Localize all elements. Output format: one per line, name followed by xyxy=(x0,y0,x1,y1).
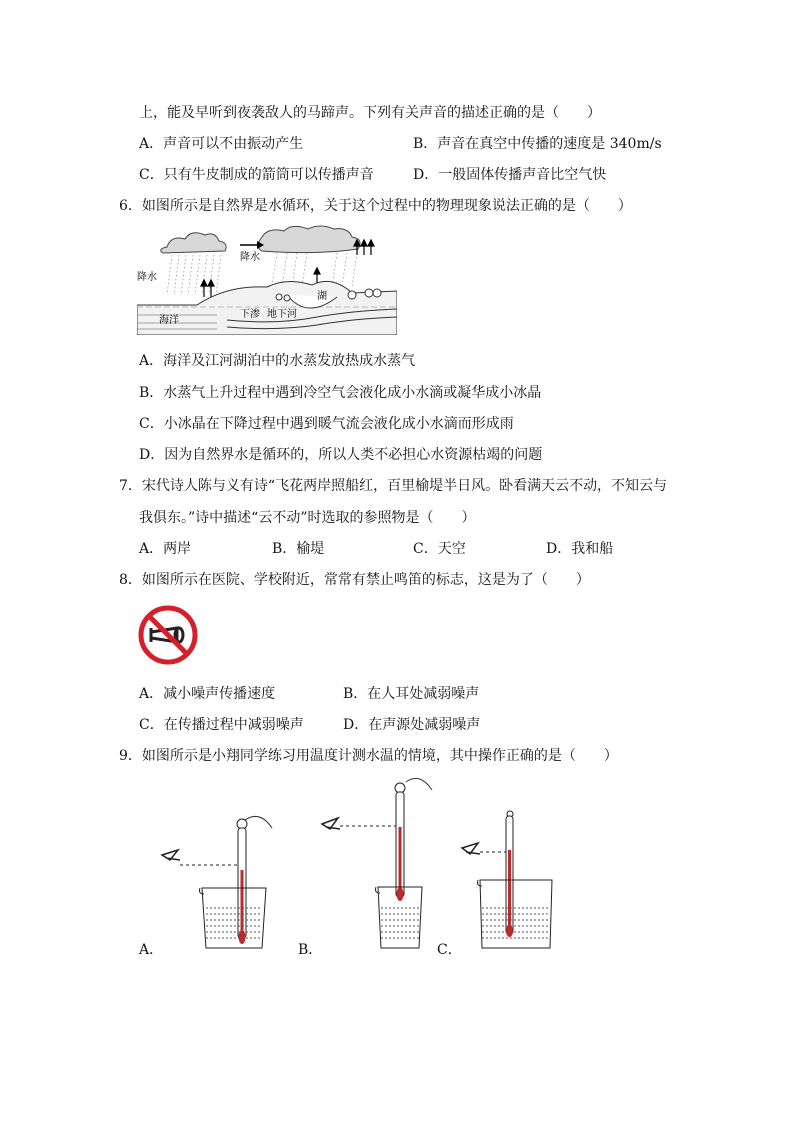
q8-stem: 8．如图所示在医院、学校附近，常常有禁止鸣笛的标志，这是为了（ ） xyxy=(119,572,590,588)
q6-stem: 6．如图所示是自然界是水循环，关于这个过程中的物理现象说法正确的是（ ） xyxy=(119,198,632,214)
thermometer-figure-b xyxy=(320,772,440,954)
q9-option-a[interactable]: A． xyxy=(139,942,164,958)
q7-stem-line1: 7．宋代诗人陈与义有诗“飞花两岸照船红，百里榆堤半日风。卧看满天云不动，不知云与 xyxy=(119,478,668,494)
q6-option-c[interactable]: C．小冰晶在下降过程中遇到暖气流会液化成小水滴而形成雨 xyxy=(139,416,514,432)
q7-option-b[interactable]: B．榆堤 xyxy=(272,541,325,557)
eye-icon-b xyxy=(322,818,340,829)
q5-option-d[interactable]: D．一般固体传播声音比空气快 xyxy=(413,167,607,183)
label-lake: 湖 xyxy=(317,291,327,302)
q9-stem: 9．如图所示是小翔同学练习用温度计测水温的情境，其中操作正确的是（ ） xyxy=(119,748,618,764)
right-cloud-icon xyxy=(258,226,360,253)
q6-option-b[interactable]: B．水蒸气上升过程中遇到冷空气会液化成小水滴或凝华成小冰晶 xyxy=(139,385,542,401)
water-cycle-figure xyxy=(137,225,397,335)
eye-icon-a xyxy=(162,850,180,860)
left-rain-icon xyxy=(167,255,221,295)
left-cloud-icon xyxy=(161,233,226,253)
label-underground: 地下河 xyxy=(267,309,297,320)
q9-option-b[interactable]: B． xyxy=(298,942,323,958)
q8-option-c[interactable]: C．在传播过程中减弱噪声 xyxy=(139,717,304,733)
q5-stem-continued: 上，能及早听到夜袭敌人的马蹄声。下列有关声音的描述正确的是（ ） xyxy=(139,105,601,121)
label-rain-left: 降水 xyxy=(137,272,157,283)
label-ocean: 海洋 xyxy=(159,315,179,326)
thermometer-figure-a xyxy=(160,810,280,955)
q9-option-c[interactable]: C． xyxy=(437,942,462,958)
q8-option-a[interactable]: A．减小噪声传播速度 xyxy=(139,686,276,702)
label-seep: 下渗 xyxy=(240,309,260,320)
q7-option-c[interactable]: C．天空 xyxy=(413,541,466,557)
label-rain-mid: 降水 xyxy=(240,252,260,263)
no-honking-sign-icon xyxy=(137,604,199,666)
q7-stem-line2: 我俱东。”诗中描述“云不动”时选取的参照物是（ ） xyxy=(139,510,476,526)
thermometer-figure-c xyxy=(460,810,560,955)
q5-option-a[interactable]: A．声音可以不由振动产生 xyxy=(139,136,304,152)
q7-option-d[interactable]: D．我和船 xyxy=(546,541,614,557)
q6-option-a[interactable]: A．海洋及江河湖泊中的水蒸发放热成水蒸气 xyxy=(139,353,416,369)
q8-option-b[interactable]: B．在人耳处减弱噪声 xyxy=(343,686,480,702)
eye-icon-c xyxy=(462,843,480,854)
q7-option-a[interactable]: A．两岸 xyxy=(139,541,192,557)
q5-option-b[interactable]: B．声音在真空中传播的速度是 340m/s xyxy=(413,136,662,152)
q8-option-d[interactable]: D．在声源处减弱噪声 xyxy=(343,717,481,733)
q6-option-d[interactable]: D．因为自然界水是循环的，所以人类不必担心水资源枯竭的问题 xyxy=(139,447,543,463)
q5-option-c[interactable]: C．只有牛皮制成的箭筒可以传播声音 xyxy=(139,167,374,183)
